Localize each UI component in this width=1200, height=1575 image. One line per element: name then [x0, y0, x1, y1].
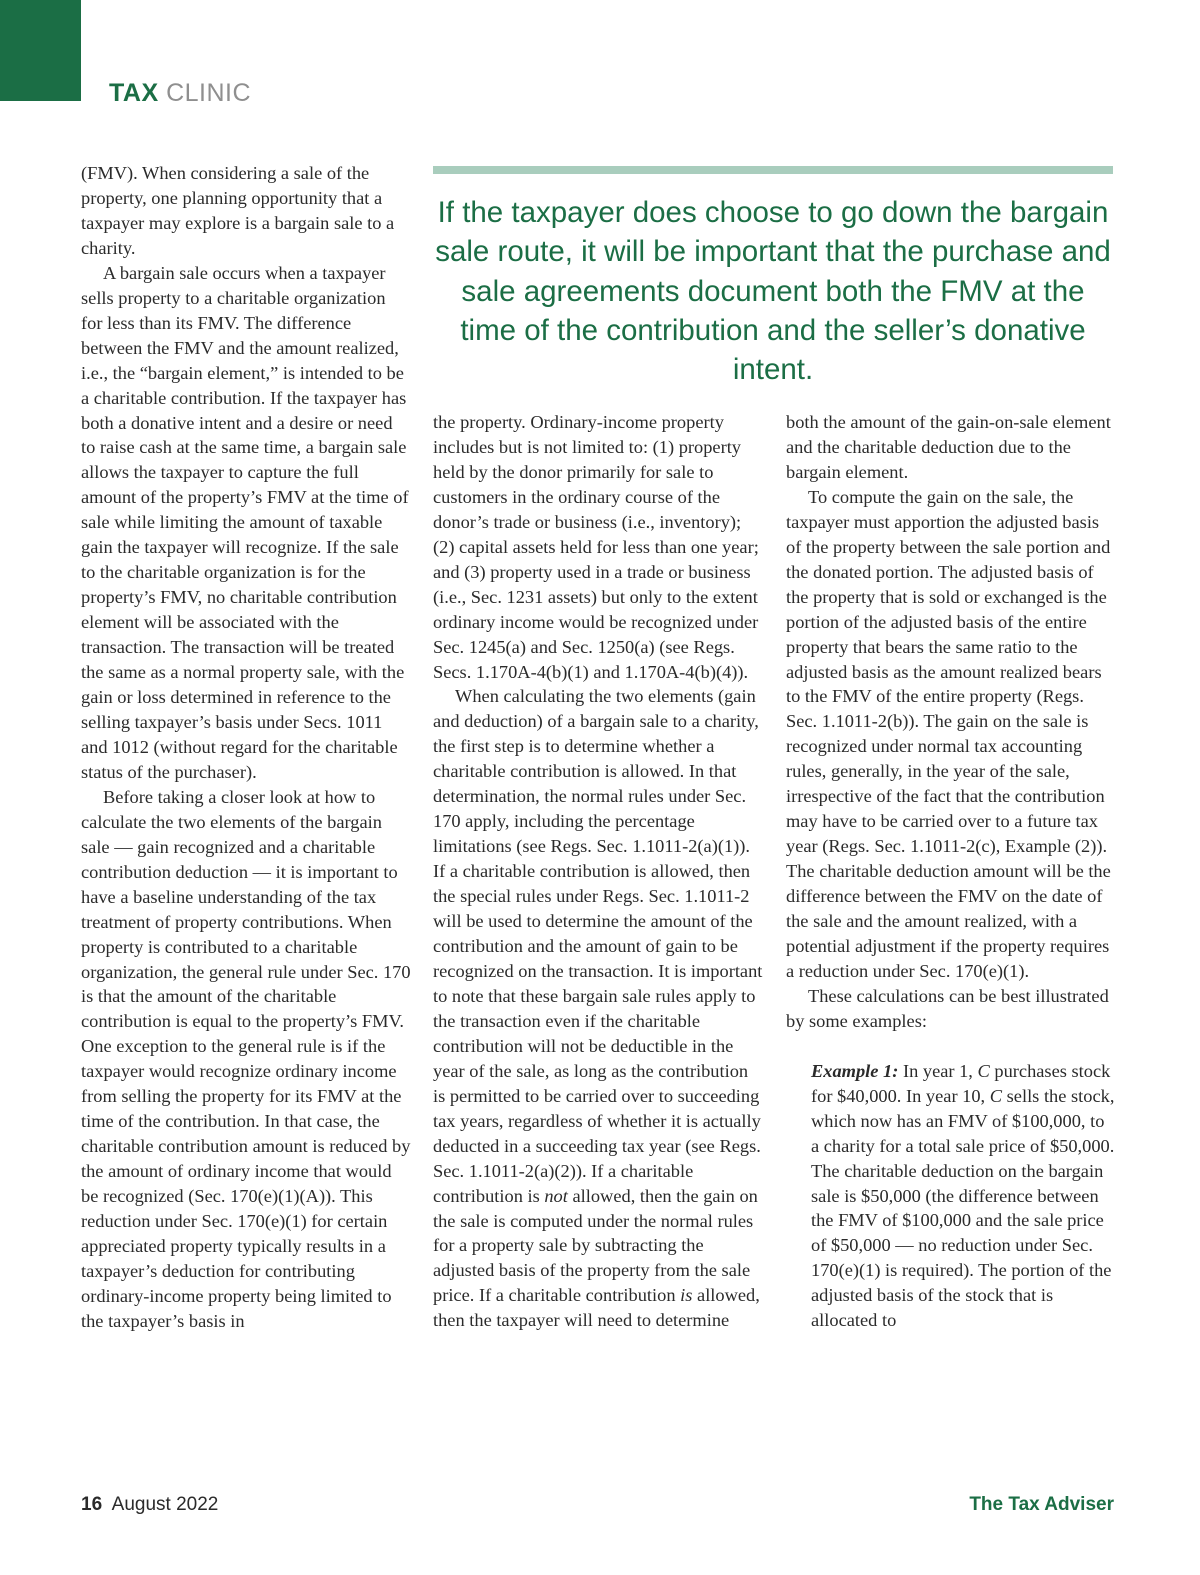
col2-text-c: allowed, then the taxpayer will need to determine — [433, 1285, 760, 1331]
example-variable-c2: C — [989, 1085, 1003, 1106]
section-label-light: CLINIC — [158, 79, 252, 107]
column-3 — [786, 410, 1116, 1333]
col3-paragraph-3: These calculations can be best illustrated by some examples: — [786, 985, 1109, 1031]
example-1-paragraph — [786, 1059, 1116, 1333]
pull-quote-rule — [433, 166, 1113, 174]
col2-text-a: When calculating the two elements (gain and deduction) of a bargain sale to a charity, the first step is to determine whether a charitable contribution is allowed. In that determination, the normal rules under Sec. 170 apply, including the percentage limitations (see Regs. Sec. 1.1011-2(a)(1)). If a charitable contribution is allowed, then the special rules under Regs. Sec. 1.1011-2 will be used to determine the amount of the contribution and the amount of gain to be recognized on the transaction. It is important to note that these bargain sale rules apply to the transaction even if the charitable contribution will not be deductible in the year of the sale, as long as the contribution is permitted to be carried over to succeeding tax years, regardless of whether it is actually deducted in a succeeding tax year (see Regs. Sec. 1.1011-2(a)(2)). If a charitable contribution is — [433, 686, 763, 1206]
column-1 — [81, 161, 411, 1334]
section-label — [109, 78, 251, 108]
section-label-strong: TAX — [109, 79, 159, 107]
col2-paragraph-2 — [433, 684, 763, 1333]
col2-emphasis-is: is — [680, 1285, 693, 1306]
col1-paragraph-2: A bargain sale occurs when a taxpayer sells property to a charitable organization for less than its FMV. The difference between the FMV and the amount realized, i.e., the “bargain element,” is intended to be a charitable contribution. If the taxpayer has both a donative intent and a desire or need to raise cash at the same time, a bargain sale allows the taxpayer to capture the full amount of the property’s FMV at the time of sale while limiting the amount of taxable gain the taxpayer will recognize. If the sale to the charitable organization is for the property’s FMV, no charitable contribution element will be associated with the transaction. The transaction will be treated the same as a normal property sale, with the gain or loss determined in reference to the selling taxpayer’s basis under Secs. 1011 and 1012 (without regard for the charitable status of the purchaser). — [81, 262, 409, 782]
example-text-d: sells the stock, which now has an FMV of $100,000, to a charity for a total sale price of $50,000. The charitable deduction on the bargain sale is $50,000 (the difference between the FMV of $100,000 and the sale price of $50,000 — no reduction under Sec. 170(e)(1) is required). The portion of the adjusted basis of the stock that is allocated to — [811, 1085, 1115, 1331]
example-variable-c1: C — [977, 1060, 990, 1081]
footer-left — [81, 1494, 218, 1516]
example-text-b: purchases stock for $40,000. In year 10, — [811, 1060, 1111, 1106]
column-2 — [433, 410, 763, 1333]
col2-paragraph-1: the property. Ordinary-income property includes but is not limited to: (1) property held by the donor primarily for sale to customers in the ordinary course of the donor’s trade or business (i.e., inventory); (2) capital assets held for less than one year; and (3) property used in a trade or business (i.e., Sec. 1231 assets) but only to the extent ordinary income would be recognized under Sec. 1245(a) and Sec. 1250(a) (see Regs. Secs. 1.170A-4(b)(1) and 1.170A-4(b)(4)). — [433, 412, 759, 682]
col1-paragraph-3: Before taking a closer look at how to calculate the two elements of the bargain sale — gain recognized and a charitable contribution deduction — it is important to have a baseline understanding of the tax treatment of property contributions. When property is contributed to a charitable organization, the general rule under Sec. 170 is that the amount of the charitable contribution is equal to the property’s FMV. One exception to the general rule is if the taxpayer would recognize ordinary income from selling the property for its FMV at the time of the contribution. In that case, the charitable contribution amount is reduced by the amount of ordinary income that would be recognized (Sec. 170(e)(1)(A)). This reduction under Sec. 170(e)(1) for certain appreciated property typically results in a taxpayer’s deduction for contributing ordinary-income property being limited to the taxpayer’s basis in — [81, 786, 411, 1331]
example-1-label: Example 1: — [811, 1060, 899, 1081]
paragraph-gap — [786, 1034, 1116, 1059]
col2-text-b: allowed, then the gain on the sale is computed under the normal rules for a property sale by subtracting the adjusted basis of the property from the sale price. If a charitable contribution — [433, 1185, 758, 1306]
publication-name: The Tax Adviser — [969, 1494, 1114, 1515]
col2-emphasis-not: not — [544, 1185, 568, 1206]
header-color-block — [0, 0, 81, 101]
page-number: 16 — [81, 1494, 103, 1515]
col3-paragraph-2: To compute the gain on the sale, the taxpayer must apportion the adjusted basis of the property between the sale portion and the donated portion. The adjusted basis of the property that is sold or exchanged is the portion of the adjusted basis of the entire property that bears the same ratio to the adjusted basis as the amount realized bears to the FMV of the entire property (Regs. Sec. 1.1011-2(b)). The gain on the sale is recognized under normal tax accounting rules, generally, in the year of the sale, irrespective of the fact that the contribution may have to be carried over to a future tax year (Regs. Sec. 1.1011-2(c), Example (2)). The charitable deduction amount will be the difference between the FMV on the date of the sale and the amount realized, with a potential adjustment if the property requires a reduction under Sec. 170(e)(1). — [786, 486, 1111, 981]
col3-paragraph-1: both the amount of the gain-on-sale element and the charitable deduction due to the bargain element. — [786, 412, 1111, 482]
pull-quote: If the taxpayer does choose to go down the bargain sale route, it will be important that the purchase and sale agreements document both the FMV at the time of the contribution and the seller’s donative intent. — [435, 196, 1111, 387]
example-text-a: In year 1, — [898, 1060, 978, 1081]
col1-paragraph-1: (FMV). When considering a sale of the property, one planning opportunity that a taxpayer may explore is a bargain sale to a charity. — [81, 163, 395, 258]
issue-date: August 2022 — [111, 1494, 219, 1515]
